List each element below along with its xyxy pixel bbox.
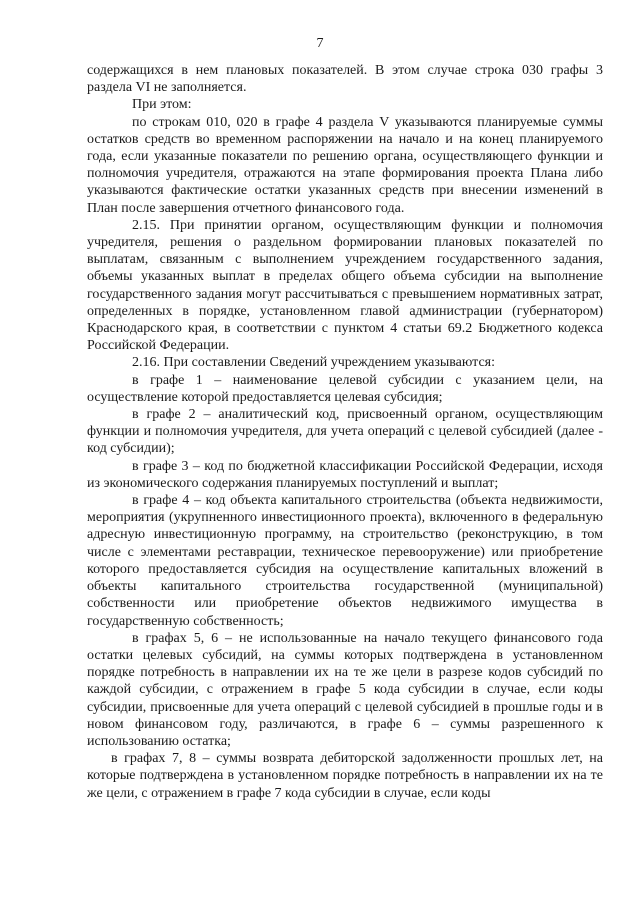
paragraph: по строкам 010, 020 в графе 4 раздела V указываются планируемые суммы остатков средств во временном распоряжении на начало и на конец планируемого года, если указанные показатели по решению органа, осуществляющего функции и полномочия учредителя, отражаются на этапе формирования проекта Плана либо указываются фактические остатки указанных средств при внесении изменений в План после завершения отчетного финансового года. — [87, 114, 603, 216]
document-body — [87, 62, 603, 802]
paragraph: содержащихся в нем плановых показателей. В этом случае строка 030 графы 3 раздела VI не заполняется. — [87, 63, 603, 96]
paragraph: 2.16. При составлении Сведений учреждением указываются: — [132, 355, 496, 371]
paragraph: При этом: — [132, 97, 192, 113]
paragraph: в графах 5, 6 – не использованные на начало текущего финансового года остатки целевых субсидий, на суммы которых подтверждена в установленном порядке потребность в направлении их на те же цели в разрезе кодов субсидий по каждой субсидии, с отражением в графе 5 кода субсидии в случае, если коды субсидии, присвоенные для учета операций с целевой субсидией в прошлые годы и в новом финансовом году, различаются, в графе 6 – суммы разрешенного к использованию остатка; — [87, 630, 603, 749]
paragraph: 2.15. При принятии органом, осуществляющим функции и полномочия учредителя, решения о раздельном формировании плановых показателей по выплатам, связанным с выполнением учреждением государственного задания, объемы указанных выплат в пределах общего объема субсидии на выполнение государственного задания могут рассчитываться с превышением нормативных затрат, определенных в порядке, установленном главой администрации (губернатором) Краснодарского края, в соответствии с пунктом 4 статьи 69.2 Бюджетного кодекса Российской Федерации. — [87, 217, 603, 354]
page-number: 7 — [316, 36, 324, 51]
paragraph: в графе 3 – код по бюджетной классификации Российской Федерации, исходя из экономического содержания планируемых поступлений и выплат; — [87, 458, 603, 491]
paragraph: в графе 4 – код объекта капитального строительства (объекта недвижимости, мероприятия (укрупненного инвестиционного проекта), включенного в федеральную адресную инвестиционную программу, на строительство (реконструкцию, в том числе с элементами реставрации, техническое перевооружение) или приобретение которого предоставляется субсидия на осуществление капитальных вложений в объекты капитального строительства государственной (муниципальной) собственности или приобретение объектов недвижимого имущества в государственную собственность; — [87, 493, 603, 629]
paragraph: в графе 2 – аналитический код, присвоенный органом, осуществляющим функции и полномочия учредителя, для учета операций с целевой субсидией (далее - код субсидии); — [87, 407, 603, 457]
paragraph: в графах 7, 8 – суммы возврата дебиторской задолженности прошлых лет, на которые подтверждена в установленном порядке потребность в направлении их на те же цели, с отражением в графе 7 кода субсидии в случае, если коды — [87, 751, 603, 801]
paragraph: в графе 1 – наименование целевой субсидии с указанием цели, на осуществление которой предоставляется целевая субсидия; — [87, 372, 603, 405]
